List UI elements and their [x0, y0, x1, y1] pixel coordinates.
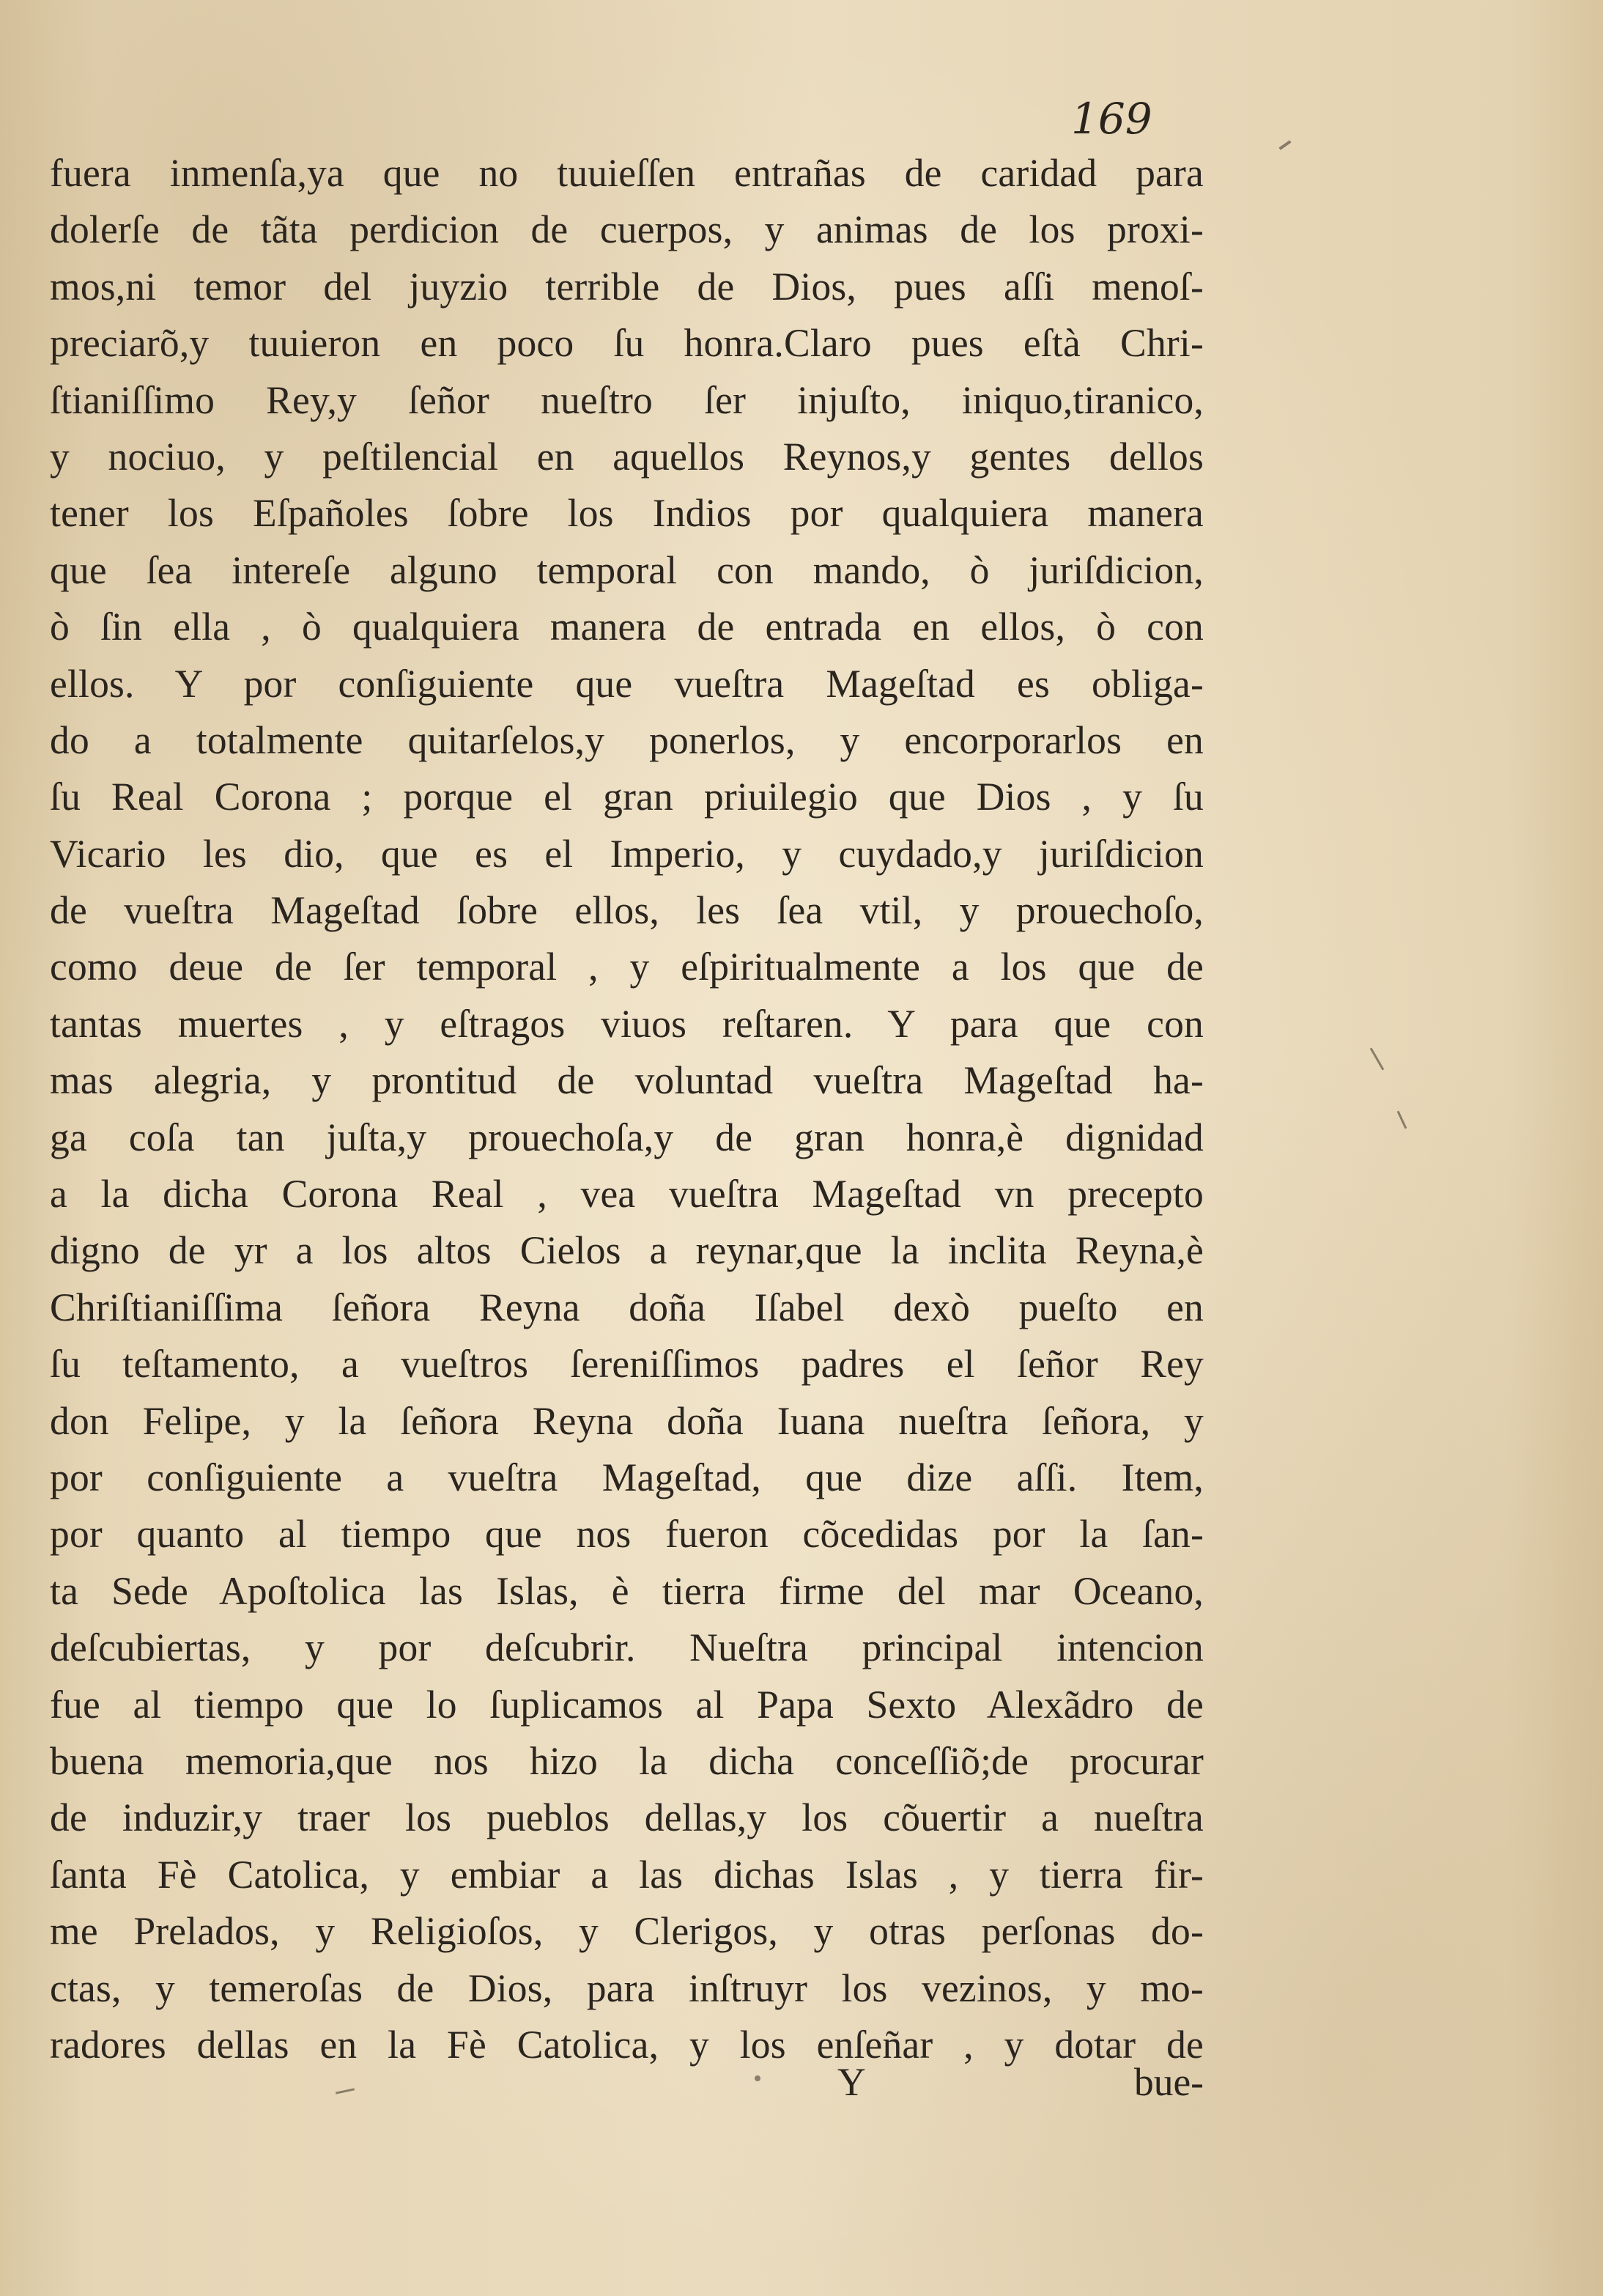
- text-line: do a totalmente quitarſelos,y ponerlos, y encorporarlos en: [50, 717, 1204, 762]
- ink-speck: [1370, 1048, 1385, 1071]
- text-line: de induzir,y traer los pueblos dellas,y los cõuertir a nueſtra: [50, 1795, 1204, 1840]
- text-line: mos,ni temor del juyzio terrible de Dios, pues aſſi menoſ-: [50, 264, 1204, 309]
- text-line: ctas, y temeroſas de Dios, para inſtruyr los vezinos, y mo-: [50, 1965, 1204, 2010]
- text-line: me Prelados, y Religioſos, y Clerigos, y otras perſonas do-: [50, 1909, 1204, 1954]
- text-line: Chriſtianiſſima ſeñora Reyna doña Iſabel dexò pueſto en: [50, 1285, 1204, 1329]
- text-line: ga coſa tan juſta,y prouechoſa,y de gran honra,è dignidad: [50, 1115, 1204, 1159]
- text-line: ellos. Y por conſiguiente que vueſtra Mageſtad es obliga-: [50, 661, 1204, 706]
- text-line: dolerſe de tãta perdicion de cuerpos, y animas de los proxi-: [50, 207, 1204, 252]
- text-line: que ſea intereſe alguno temporal con mando, ò juriſdicion,: [50, 547, 1204, 592]
- text-line: mas alegria, y prontitud de voluntad vueſtra Mageſtad ha-: [50, 1058, 1204, 1103]
- text-line: tener los Eſpañoles ſobre los Indios por qualquiera manera: [50, 491, 1204, 536]
- ink-speck: [1397, 1111, 1407, 1129]
- text-line: como deue de ſer temporal , y eſpiritualmente a los que de: [50, 945, 1204, 989]
- text-line: tantas muertes , y eſtragos viuos reſtaren. Y para que con: [50, 1001, 1204, 1046]
- signature-mark: Y: [837, 2060, 866, 2104]
- text-line: fuera inmenſa,ya que no tuuieſſen entrañas de caridad para: [50, 151, 1204, 195]
- text-line: don Felipe, y la ſeñora Reyna doña Iuana nueſtra ſeñora, y: [50, 1398, 1204, 1443]
- text-line: ò ſin ella , ò qualquiera manera de entrada en ellos, ò con: [50, 605, 1204, 649]
- text-line: de vueſtra Mageſtad ſobre ellos, les ſea vtil, y prouechoſo,: [50, 888, 1204, 933]
- ink-speck: [1278, 140, 1291, 150]
- text-line: ſtianiſſimo Rey,y ſeñor nueſtro ſer injuſto, iniquo,tiranico,: [50, 377, 1204, 422]
- text-line: fue al tiempo que lo ſuplicamos al Papa Sexto Alexãdro de: [50, 1682, 1204, 1727]
- text-line: ſanta Fè Catolica, y embiar a las dichas Islas , y tierra fir-: [50, 1852, 1204, 1897]
- text-line: preciarõ,y tuuieron en poco ſu honra.Claro pues eſtà Chri-: [50, 321, 1204, 366]
- page-footer: [50, 2059, 1204, 2118]
- text-line: y nociuo, y peſtilencial en aquellos Reynos,y gentes dellos: [50, 434, 1204, 479]
- text-line: ta Sede Apoſtolica las Islas, è tierra firme del mar Oceano,: [50, 1568, 1204, 1613]
- text-line: por quanto al tiempo que nos fueron cõcedidas por la ſan-: [50, 1512, 1204, 1557]
- text-line: buena memoria,que nos hizo la dicha conceſſiõ;de procurar: [50, 1738, 1204, 1783]
- text-line: ſu Real Corona ; porque el gran priuilegio que Dios , y ſu: [50, 775, 1204, 819]
- text-line: a la dicha Corona Real , vea vueſtra Mageſtad vn precepto: [50, 1172, 1204, 1217]
- text-line: por conſiguiente a vueſtra Mageſtad, que dize aſſi. Item,: [50, 1455, 1204, 1499]
- body-text: [50, 145, 1204, 2073]
- page-number: 169: [1071, 94, 1152, 144]
- text-line: Vicario les dio, que es el Imperio, y cuydado,y juriſdicion: [50, 831, 1204, 876]
- catchword: bue-: [1133, 2060, 1204, 2104]
- text-line: ſu teſtamento, a vueſtros ſereniſſimos padres el ſeñor Rey: [50, 1342, 1204, 1387]
- text-line: deſcubiertas, y por deſcubrir. Nueſtra principal intencion: [50, 1625, 1204, 1670]
- text-line: radores dellas en la Fè Catolica, y los enſeñar , y dotar de: [50, 2022, 1204, 2067]
- text-line: digno de yr a los altos Cielos a reynar,que la inclita Reyna,è: [50, 1228, 1204, 1273]
